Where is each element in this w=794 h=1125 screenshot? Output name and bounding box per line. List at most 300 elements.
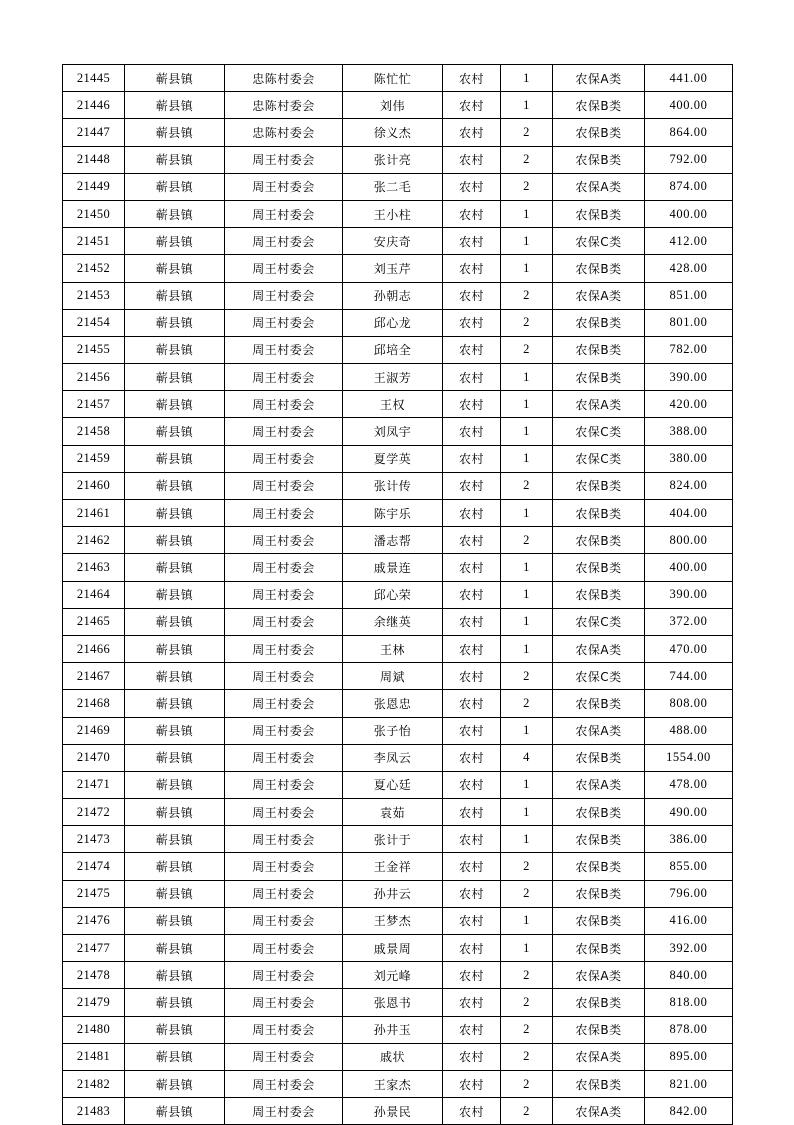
cell-name: 邱心荣 xyxy=(343,581,443,608)
table-row xyxy=(63,527,733,554)
cell-amount: 808.00 xyxy=(645,690,733,717)
cell-count: 2 xyxy=(501,1043,553,1070)
cell-village: 周王村委会 xyxy=(225,282,343,309)
cell-category: 农保A类 xyxy=(553,391,645,418)
cell-name: 戚景周 xyxy=(343,935,443,962)
cell-amount: 390.00 xyxy=(645,581,733,608)
cell-village: 周王村委会 xyxy=(225,799,343,826)
cell-id: 21459 xyxy=(63,445,125,472)
cell-category: 农保B类 xyxy=(553,581,645,608)
cell-category: 农保A类 xyxy=(553,635,645,662)
cell-type: 农村 xyxy=(443,1070,501,1097)
cell-category: 农保A类 xyxy=(553,962,645,989)
cell-type: 农村 xyxy=(443,799,501,826)
cell-amount: 792.00 xyxy=(645,146,733,173)
cell-town: 蕲县镇 xyxy=(125,853,225,880)
table-row xyxy=(63,336,733,363)
cell-type: 农村 xyxy=(443,255,501,282)
cell-type: 农村 xyxy=(443,663,501,690)
table-row xyxy=(63,119,733,146)
cell-amount: 441.00 xyxy=(645,65,733,92)
cell-amount: 400.00 xyxy=(645,92,733,119)
cell-category: 农保A类 xyxy=(553,65,645,92)
cell-category: 农保B类 xyxy=(553,146,645,173)
table-row xyxy=(63,1016,733,1043)
cell-name: 王家杰 xyxy=(343,1070,443,1097)
cell-type: 农村 xyxy=(443,200,501,227)
cell-town: 蕲县镇 xyxy=(125,608,225,635)
table-row xyxy=(63,581,733,608)
table-row xyxy=(63,635,733,662)
cell-village: 周王村委会 xyxy=(225,1098,343,1125)
cell-amount: 801.00 xyxy=(645,309,733,336)
cell-count: 2 xyxy=(501,880,553,907)
table-row xyxy=(63,472,733,499)
cell-name: 王梦杰 xyxy=(343,907,443,934)
cell-category: 农保A类 xyxy=(553,771,645,798)
cell-town: 蕲县镇 xyxy=(125,554,225,581)
cell-name: 刘凤宇 xyxy=(343,418,443,445)
cell-village: 周王村委会 xyxy=(225,527,343,554)
cell-category: 农保B类 xyxy=(553,799,645,826)
cell-id: 21449 xyxy=(63,173,125,200)
table-row xyxy=(63,445,733,472)
cell-town: 蕲县镇 xyxy=(125,527,225,554)
cell-amount: 855.00 xyxy=(645,853,733,880)
cell-type: 农村 xyxy=(443,65,501,92)
cell-amount: 428.00 xyxy=(645,255,733,282)
cell-type: 农村 xyxy=(443,935,501,962)
cell-id: 21466 xyxy=(63,635,125,662)
table-row xyxy=(63,65,733,92)
cell-type: 农村 xyxy=(443,445,501,472)
cell-amount: 818.00 xyxy=(645,989,733,1016)
cell-count: 2 xyxy=(501,1016,553,1043)
cell-town: 蕲县镇 xyxy=(125,200,225,227)
cell-category: 农保A类 xyxy=(553,1043,645,1070)
cell-count: 1 xyxy=(501,391,553,418)
cell-name: 张计亮 xyxy=(343,146,443,173)
cell-town: 蕲县镇 xyxy=(125,65,225,92)
cell-name: 王金祥 xyxy=(343,853,443,880)
cell-amount: 420.00 xyxy=(645,391,733,418)
cell-amount: 470.00 xyxy=(645,635,733,662)
cell-type: 农村 xyxy=(443,744,501,771)
cell-town: 蕲县镇 xyxy=(125,880,225,907)
cell-id: 21479 xyxy=(63,989,125,1016)
cell-village: 周王村委会 xyxy=(225,826,343,853)
cell-name: 刘伟 xyxy=(343,92,443,119)
cell-village: 忠陈村委会 xyxy=(225,65,343,92)
cell-id: 21480 xyxy=(63,1016,125,1043)
cell-village: 周王村委会 xyxy=(225,255,343,282)
table-row xyxy=(63,935,733,962)
cell-town: 蕲县镇 xyxy=(125,771,225,798)
cell-type: 农村 xyxy=(443,989,501,1016)
cell-category: 农保C类 xyxy=(553,228,645,255)
cell-category: 农保C类 xyxy=(553,608,645,635)
cell-id: 21462 xyxy=(63,527,125,554)
cell-village: 周王村委会 xyxy=(225,554,343,581)
cell-category: 农保B类 xyxy=(553,500,645,527)
cell-name: 张恩忠 xyxy=(343,690,443,717)
cell-category: 农保B类 xyxy=(553,309,645,336)
cell-name: 周斌 xyxy=(343,663,443,690)
cell-type: 农村 xyxy=(443,771,501,798)
cell-name: 孙井云 xyxy=(343,880,443,907)
cell-count: 1 xyxy=(501,771,553,798)
cell-amount: 490.00 xyxy=(645,799,733,826)
table-row xyxy=(63,608,733,635)
cell-town: 蕲县镇 xyxy=(125,690,225,717)
cell-village: 周王村委会 xyxy=(225,1043,343,1070)
cell-town: 蕲县镇 xyxy=(125,119,225,146)
cell-type: 农村 xyxy=(443,173,501,200)
table-row xyxy=(63,364,733,391)
cell-id: 21451 xyxy=(63,228,125,255)
cell-category: 农保A类 xyxy=(553,173,645,200)
table-row xyxy=(63,826,733,853)
table-row xyxy=(63,962,733,989)
cell-town: 蕲县镇 xyxy=(125,282,225,309)
cell-category: 农保B类 xyxy=(553,853,645,880)
cell-name: 刘元峰 xyxy=(343,962,443,989)
cell-town: 蕲县镇 xyxy=(125,336,225,363)
cell-village: 周王村委会 xyxy=(225,500,343,527)
cell-id: 21477 xyxy=(63,935,125,962)
cell-name: 邱心龙 xyxy=(343,309,443,336)
cell-id: 21475 xyxy=(63,880,125,907)
table-row xyxy=(63,1098,733,1125)
table-row xyxy=(63,309,733,336)
cell-village: 周王村委会 xyxy=(225,1070,343,1097)
cell-type: 农村 xyxy=(443,418,501,445)
cell-id: 21472 xyxy=(63,799,125,826)
cell-id: 21481 xyxy=(63,1043,125,1070)
table-row xyxy=(63,228,733,255)
cell-town: 蕲县镇 xyxy=(125,717,225,744)
cell-name: 陈忙忙 xyxy=(343,65,443,92)
cell-category: 农保B类 xyxy=(553,472,645,499)
table-row xyxy=(63,146,733,173)
cell-village: 周王村委会 xyxy=(225,1016,343,1043)
cell-type: 农村 xyxy=(443,880,501,907)
cell-village: 周王村委会 xyxy=(225,445,343,472)
table-row xyxy=(63,391,733,418)
cell-id: 21473 xyxy=(63,826,125,853)
cell-type: 农村 xyxy=(443,282,501,309)
cell-count: 1 xyxy=(501,200,553,227)
cell-count: 1 xyxy=(501,717,553,744)
cell-category: 农保B类 xyxy=(553,200,645,227)
cell-amount: 400.00 xyxy=(645,554,733,581)
cell-count: 1 xyxy=(501,907,553,934)
cell-amount: 895.00 xyxy=(645,1043,733,1070)
cell-town: 蕲县镇 xyxy=(125,173,225,200)
cell-category: 农保B类 xyxy=(553,826,645,853)
cell-type: 农村 xyxy=(443,364,501,391)
cell-type: 农村 xyxy=(443,1016,501,1043)
cell-name: 张二毛 xyxy=(343,173,443,200)
cell-type: 农村 xyxy=(443,500,501,527)
cell-count: 2 xyxy=(501,336,553,363)
cell-name: 张恩书 xyxy=(343,989,443,1016)
cell-village: 周王村委会 xyxy=(225,853,343,880)
cell-village: 周王村委会 xyxy=(225,608,343,635)
cell-town: 蕲县镇 xyxy=(125,1098,225,1125)
cell-name: 戚状 xyxy=(343,1043,443,1070)
table-row xyxy=(63,255,733,282)
table-row xyxy=(63,880,733,907)
cell-village: 周王村委会 xyxy=(225,581,343,608)
cell-town: 蕲县镇 xyxy=(125,663,225,690)
cell-category: 农保B类 xyxy=(553,1070,645,1097)
cell-town: 蕲县镇 xyxy=(125,391,225,418)
cell-id: 21447 xyxy=(63,119,125,146)
cell-category: 农保B类 xyxy=(553,364,645,391)
cell-category: 农保B类 xyxy=(553,554,645,581)
cell-town: 蕲县镇 xyxy=(125,799,225,826)
cell-count: 1 xyxy=(501,635,553,662)
cell-id: 21482 xyxy=(63,1070,125,1097)
cell-count: 2 xyxy=(501,989,553,1016)
cell-id: 21460 xyxy=(63,472,125,499)
cell-count: 2 xyxy=(501,663,553,690)
cell-amount: 372.00 xyxy=(645,608,733,635)
cell-amount: 478.00 xyxy=(645,771,733,798)
cell-name: 陈宇乐 xyxy=(343,500,443,527)
cell-id: 21458 xyxy=(63,418,125,445)
cell-id: 21446 xyxy=(63,92,125,119)
table-row xyxy=(63,907,733,934)
cell-category: 农保B类 xyxy=(553,1016,645,1043)
cell-id: 21468 xyxy=(63,690,125,717)
cell-name: 王权 xyxy=(343,391,443,418)
cell-town: 蕲县镇 xyxy=(125,146,225,173)
cell-town: 蕲县镇 xyxy=(125,418,225,445)
cell-amount: 744.00 xyxy=(645,663,733,690)
cell-type: 农村 xyxy=(443,554,501,581)
table-row xyxy=(63,744,733,771)
cell-town: 蕲县镇 xyxy=(125,744,225,771)
cell-id: 21474 xyxy=(63,853,125,880)
cell-count: 2 xyxy=(501,527,553,554)
cell-village: 周王村委会 xyxy=(225,663,343,690)
cell-count: 1 xyxy=(501,554,553,581)
cell-id: 21478 xyxy=(63,962,125,989)
cell-count: 2 xyxy=(501,472,553,499)
cell-town: 蕲县镇 xyxy=(125,92,225,119)
cell-amount: 842.00 xyxy=(645,1098,733,1125)
table-row xyxy=(63,200,733,227)
cell-amount: 412.00 xyxy=(645,228,733,255)
cell-name: 孙朝志 xyxy=(343,282,443,309)
cell-amount: 840.00 xyxy=(645,962,733,989)
cell-id: 21453 xyxy=(63,282,125,309)
cell-village: 周王村委会 xyxy=(225,418,343,445)
cell-type: 农村 xyxy=(443,826,501,853)
cell-type: 农村 xyxy=(443,472,501,499)
cell-village: 周王村委会 xyxy=(225,907,343,934)
cell-amount: 821.00 xyxy=(645,1070,733,1097)
cell-category: 农保C类 xyxy=(553,445,645,472)
cell-name: 李凤云 xyxy=(343,744,443,771)
cell-type: 农村 xyxy=(443,146,501,173)
cell-town: 蕲县镇 xyxy=(125,581,225,608)
cell-town: 蕲县镇 xyxy=(125,635,225,662)
cell-amount: 864.00 xyxy=(645,119,733,146)
cell-name: 余继英 xyxy=(343,608,443,635)
cell-village: 周王村委会 xyxy=(225,989,343,1016)
cell-type: 农村 xyxy=(443,92,501,119)
cell-town: 蕲县镇 xyxy=(125,472,225,499)
cell-count: 1 xyxy=(501,500,553,527)
cell-amount: 782.00 xyxy=(645,336,733,363)
cell-amount: 388.00 xyxy=(645,418,733,445)
cell-village: 周王村委会 xyxy=(225,228,343,255)
cell-village: 周王村委会 xyxy=(225,690,343,717)
cell-name: 夏心廷 xyxy=(343,771,443,798)
cell-id: 21455 xyxy=(63,336,125,363)
cell-town: 蕲县镇 xyxy=(125,500,225,527)
cell-name: 袁茹 xyxy=(343,799,443,826)
cell-name: 王小柱 xyxy=(343,200,443,227)
cell-count: 2 xyxy=(501,853,553,880)
cell-amount: 386.00 xyxy=(645,826,733,853)
cell-count: 2 xyxy=(501,146,553,173)
cell-category: 农保A类 xyxy=(553,717,645,744)
cell-name: 戚景连 xyxy=(343,554,443,581)
cell-name: 潘志帮 xyxy=(343,527,443,554)
cell-id: 21461 xyxy=(63,500,125,527)
table-row xyxy=(63,690,733,717)
cell-town: 蕲县镇 xyxy=(125,826,225,853)
cell-category: 农保A类 xyxy=(553,282,645,309)
cell-village: 周王村委会 xyxy=(225,935,343,962)
table-row xyxy=(63,1043,733,1070)
cell-count: 1 xyxy=(501,608,553,635)
cell-name: 王林 xyxy=(343,635,443,662)
table-row xyxy=(63,282,733,309)
cell-amount: 878.00 xyxy=(645,1016,733,1043)
cell-town: 蕲县镇 xyxy=(125,364,225,391)
cell-type: 农村 xyxy=(443,581,501,608)
cell-count: 1 xyxy=(501,935,553,962)
cell-town: 蕲县镇 xyxy=(125,1043,225,1070)
cell-amount: 824.00 xyxy=(645,472,733,499)
cell-town: 蕲县镇 xyxy=(125,228,225,255)
cell-amount: 796.00 xyxy=(645,880,733,907)
cell-amount: 851.00 xyxy=(645,282,733,309)
cell-town: 蕲县镇 xyxy=(125,935,225,962)
cell-count: 1 xyxy=(501,826,553,853)
cell-type: 农村 xyxy=(443,1098,501,1125)
cell-category: 农保B类 xyxy=(553,92,645,119)
cell-category: 农保B类 xyxy=(553,255,645,282)
cell-count: 2 xyxy=(501,962,553,989)
cell-category: 农保B类 xyxy=(553,527,645,554)
table-row xyxy=(63,173,733,200)
cell-type: 农村 xyxy=(443,635,501,662)
cell-village: 周王村委会 xyxy=(225,146,343,173)
cell-town: 蕲县镇 xyxy=(125,989,225,1016)
cell-count: 2 xyxy=(501,282,553,309)
table-row xyxy=(63,1070,733,1097)
cell-id: 21465 xyxy=(63,608,125,635)
cell-id: 21476 xyxy=(63,907,125,934)
cell-id: 21452 xyxy=(63,255,125,282)
cell-village: 周王村委会 xyxy=(225,391,343,418)
cell-type: 农村 xyxy=(443,1043,501,1070)
cell-count: 2 xyxy=(501,690,553,717)
cell-category: 农保B类 xyxy=(553,935,645,962)
cell-type: 农村 xyxy=(443,853,501,880)
table-row xyxy=(63,799,733,826)
cell-town: 蕲县镇 xyxy=(125,445,225,472)
cell-id: 21454 xyxy=(63,309,125,336)
cell-type: 农村 xyxy=(443,119,501,146)
cell-id: 21463 xyxy=(63,554,125,581)
cell-village: 周王村委会 xyxy=(225,472,343,499)
cell-category: 农保C类 xyxy=(553,418,645,445)
cell-name: 徐义杰 xyxy=(343,119,443,146)
cell-type: 农村 xyxy=(443,309,501,336)
cell-count: 1 xyxy=(501,92,553,119)
cell-name: 张计传 xyxy=(343,472,443,499)
cell-id: 21450 xyxy=(63,200,125,227)
cell-count: 1 xyxy=(501,418,553,445)
cell-village: 周王村委会 xyxy=(225,336,343,363)
cell-name: 安庆奇 xyxy=(343,228,443,255)
table-row xyxy=(63,92,733,119)
cell-type: 农村 xyxy=(443,336,501,363)
cell-name: 孙井玉 xyxy=(343,1016,443,1043)
cell-category: 农保B类 xyxy=(553,989,645,1016)
cell-count: 1 xyxy=(501,364,553,391)
cell-count: 1 xyxy=(501,799,553,826)
cell-type: 农村 xyxy=(443,907,501,934)
cell-count: 1 xyxy=(501,65,553,92)
cell-category: 农保B类 xyxy=(553,690,645,717)
cell-name: 刘玉芹 xyxy=(343,255,443,282)
table-row xyxy=(63,853,733,880)
cell-count: 2 xyxy=(501,309,553,336)
cell-village: 周王村委会 xyxy=(225,364,343,391)
cell-village: 周王村委会 xyxy=(225,200,343,227)
cell-type: 农村 xyxy=(443,391,501,418)
cell-id: 21471 xyxy=(63,771,125,798)
cell-town: 蕲县镇 xyxy=(125,309,225,336)
cell-count: 1 xyxy=(501,255,553,282)
cell-id: 21464 xyxy=(63,581,125,608)
cell-amount: 390.00 xyxy=(645,364,733,391)
table-row xyxy=(63,771,733,798)
table-row xyxy=(63,989,733,1016)
cell-category: 农保C类 xyxy=(553,663,645,690)
cell-id: 21445 xyxy=(63,65,125,92)
table-row xyxy=(63,663,733,690)
cell-id: 21469 xyxy=(63,717,125,744)
cell-type: 农村 xyxy=(443,717,501,744)
cell-name: 邱培全 xyxy=(343,336,443,363)
cell-amount: 380.00 xyxy=(645,445,733,472)
cell-village: 周王村委会 xyxy=(225,717,343,744)
cell-category: 农保B类 xyxy=(553,880,645,907)
cell-village: 周王村委会 xyxy=(225,744,343,771)
table-row xyxy=(63,554,733,581)
cell-id: 21456 xyxy=(63,364,125,391)
cell-village: 周王村委会 xyxy=(225,173,343,200)
